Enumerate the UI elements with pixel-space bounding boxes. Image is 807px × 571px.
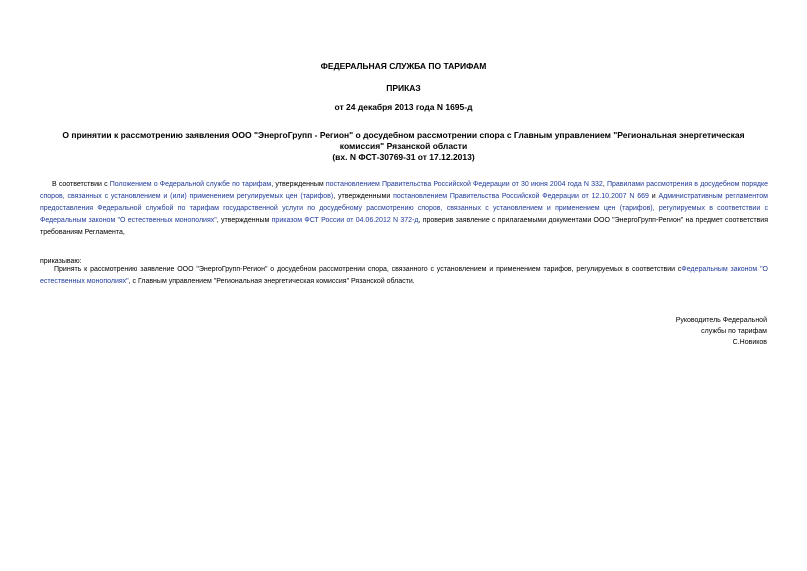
- document-type: ПРИКАЗ: [386, 83, 421, 93]
- text-fragment: , утвержденным: [271, 181, 326, 188]
- text-fragment: Принять к рассмотрению заявление ООО "ЭнергоГрупп-Регион" о досудебном рассмотрении спора, связанного с установлением и применением тарифов, регулируемых в соответствии с: [54, 266, 682, 273]
- title-line-3: (вх. N ФСТ-30769-31 от 17.12.2013): [332, 152, 475, 162]
- text-fragment: , утвержденными: [333, 193, 394, 200]
- link-government-decree-332[interactable]: постановлением Правительства Российской Федерации от 30 июня 2004 года N 332: [325, 181, 603, 188]
- agency-name: ФЕДЕРАЛЬНАЯ СЛУЖБА ПО ТАРИФАМ: [320, 61, 487, 71]
- title-line-1: О принятии к рассмотрению заявления ООО "ЭнергоГрупп - Регион" о досудебном рассмотрении спора с Главным управлением "Региональная энергетическая: [62, 130, 745, 140]
- text-fragment: ,: [602, 181, 607, 188]
- signature-block: [676, 315, 767, 348]
- link-federal-law-monopolies[interactable]: Федеральным законом "О естественных монополиях": [40, 266, 768, 285]
- document-title: [40, 130, 767, 163]
- signature-position-line-1: Руководитель Федеральной: [675, 317, 767, 324]
- text-fragment: , проверив заявление с прилагаемыми документами ООО "ЭнергоГрупп-Регион" на предмет соответствия требованиям Регламента,: [40, 217, 768, 236]
- paragraph-legal-basis: [40, 179, 768, 239]
- link-administrative-regulation[interactable]: Административным регламентом предоставления Федеральной службой по тарифам государственной услуги по досудебному рассмотрению споров, связанных с установлением и применением цен (тарифов), регулируемых в соответствии с Федеральным законом "О естественных монополиях": [40, 193, 768, 224]
- title-line-2: комиссия" Рязанской области: [339, 141, 468, 151]
- paragraph-decision: [40, 264, 768, 288]
- text-fragment: и: [648, 193, 659, 200]
- link-government-decree-669[interactable]: постановлением Правительства Российской Федерации от 12.10.2007 N 669: [393, 193, 649, 200]
- document-date: от 24 декабря 2013 года N 1695-д: [334, 102, 473, 112]
- paragraph-order-word: приказываю:: [40, 258, 82, 265]
- signature-position-line-2: службы по тарифам: [701, 328, 767, 335]
- text-fragment: В соответствии с: [52, 181, 110, 188]
- link-fst-order-372[interactable]: приказом ФСТ России от 04.06.2012 N 372-д: [271, 217, 419, 224]
- text-fragment: , утвержденным: [216, 217, 272, 224]
- text-fragment: , с Главным управлением "Региональная энергетическая комиссия" Рязанской области.: [128, 278, 415, 285]
- link-dispute-rules[interactable]: Правилами рассмотрения в досудебном порядке споров, связанных с установлением и (или) применением регулируемых цен (тарифов): [40, 181, 768, 200]
- signature-name: С.Новиков: [732, 339, 767, 346]
- link-fst-regulation[interactable]: Положением о Федеральной службе по тарифам: [109, 181, 272, 188]
